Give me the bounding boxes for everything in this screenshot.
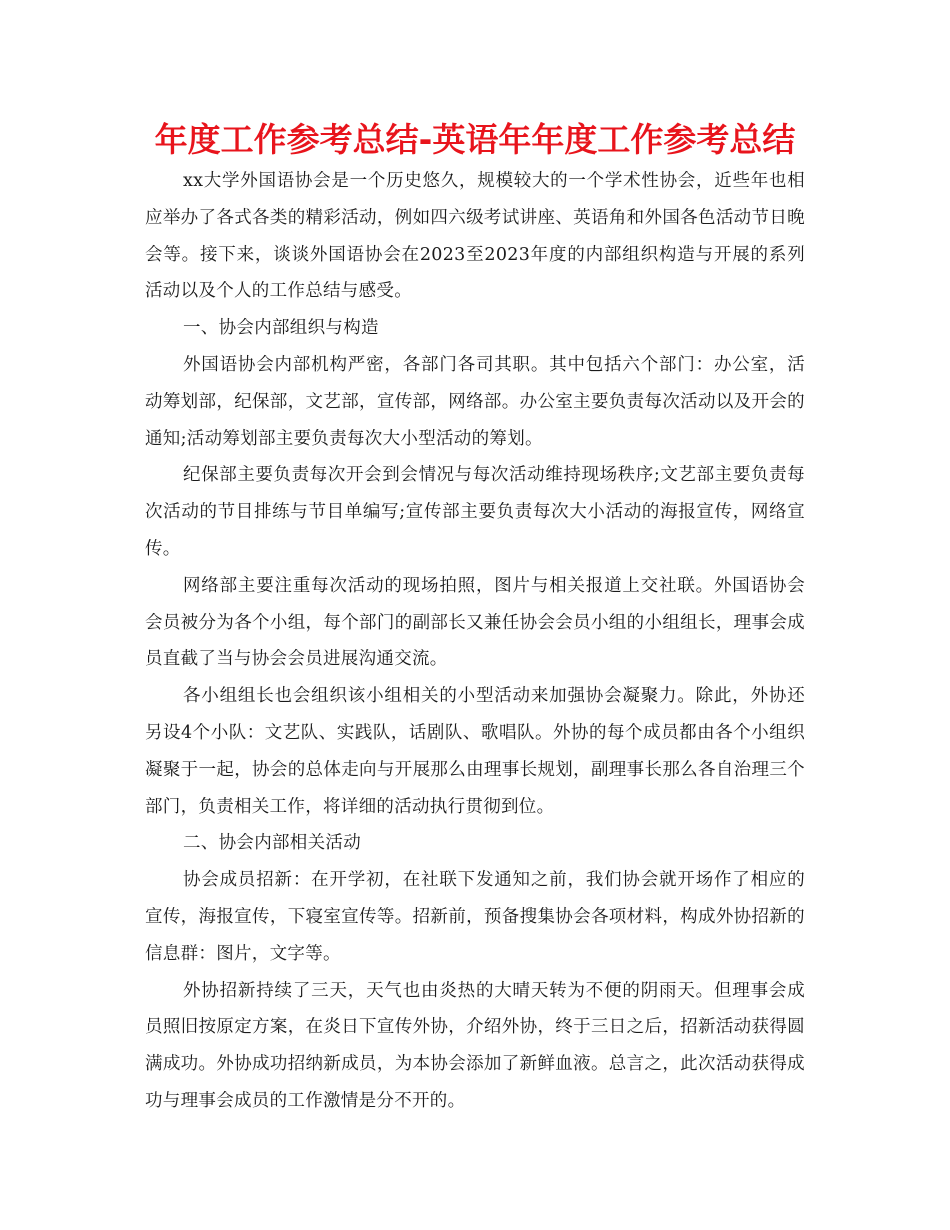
paragraph-departments: 外国语协会内部机构严密，各部门各司其职。其中包括六个部门：办公室，活动筹划部，纪保部，文艺部，宣传部，网络部。办公室主要负责每次活动以及开会的通知;活动筹划部主要负责每次大小型活动的筹划。 xyxy=(145,354,805,449)
paragraph-network-department: 网络部主要注重每次活动的现场拍照，图片与相关报道上交社联。外国语协会会员被分为各个小组，每个部门的副部长又兼任协会会员小组的小组组长，理事会成员直截了当与协会会员进展沟通交流。 xyxy=(145,575,805,670)
document-title: 年度工作参考总结-英语年年度工作参考总结 xyxy=(154,120,796,159)
intro-paragraph: xx大学外国语协会是一个历史悠久，规模较大的一个学术性协会，近些年也相应举办了各式各类的精彩活动，例如四六级考试讲座、英语角和外国各色活动节日晚会等。接下来，谈谈外国语协会在2023至2023年度的内部组织构造与开展的系列活动以及个人的工作总结与感受。 xyxy=(145,171,805,302)
section-heading-activities: 二、协会内部相关活动 xyxy=(183,833,361,854)
paragraph-recruitment: 协会成员招新：在开学初，在社联下发通知之前，我们协会就开场作了相应的宣传，海报宣传，下寝室宣传等。招新前，预备搜集协会各项材料，构成外协招新的信息群：图片，文字等。 xyxy=(145,870,805,964)
paragraph-department-duties: 纪保部主要负责每次开会到会情况与每次活动维持现场秩序;文艺部主要负责每次活动的节目排练与节目单编写;宣传部主要负责每次大小活动的海报宣传，网络宣传。 xyxy=(145,465,805,559)
document-body xyxy=(145,163,805,1120)
paragraph-groups: 各小组组长也会组织该小组相关的小型活动来加强协会凝聚力。除此，外协还另设4个小队：文艺队、实践队，话剧队、歌唱队。外协的每个成员都由各个小组织凝聚于一起，协会的总体走向与开展那么由理事长规划，副理事长那么各自治理三个部门，负责相关工作，将详细的活动执行贯彻到位。 xyxy=(145,686,805,817)
paragraph-recruitment-result: 外协招新持续了三天，天气也由炎热的大晴天转为不便的阴雨天。但理事会成员照旧按原定方案，在炎日下宣传外协，介绍外协，终于三日之后，招新活动获得圆满成功。外协成功招纳新成员，为本协会添加了新鲜血液。总言之，此次活动获得成功与理事会成员的工作激情是分不开的。 xyxy=(145,980,805,1111)
section-heading-organization: 一、协会内部组织与构造 xyxy=(183,318,379,339)
